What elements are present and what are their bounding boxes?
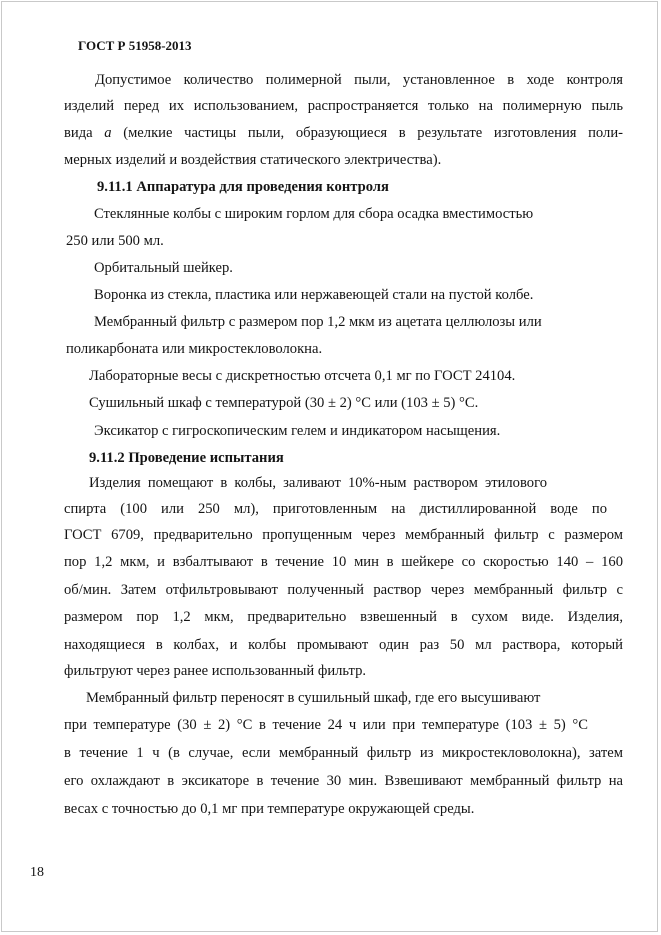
section-heading-9-11-1: 9.11.1 Аппаратура для проведения контроля [97, 179, 389, 195]
procedure-p2-line-3: в течение 1 ч (в случае, если мембранный фильтр из микростекловолокна), затем [64, 745, 623, 761]
intro-line-3 [64, 124, 623, 142]
page-number: 18 [30, 865, 44, 880]
equipment-item-7: Эксикатор с гигроскопическим гелем и индикатором насыщения. [94, 423, 501, 439]
section-heading-9-11-2: 9.11.2 Проведение испытания [89, 450, 284, 466]
procedure-p1-line-2: спирта (100 или 250 мл), приготовленным на дистиллированной воде по [64, 501, 607, 517]
document-header: ГОСТ Р 51958-2013 [78, 38, 192, 53]
procedure-p1-line-5: об/мин. Затем отфильтровывают полученный раствор через мембранный фильтр с [64, 582, 623, 598]
intro-line-2: изделий перед их использованием, распространяется только на полимерную пыль [64, 98, 623, 114]
equipment-item-4-line-1: Мембранный фильтр с размером пор 1,2 мкм из ацетата целлюлозы или [94, 314, 542, 330]
procedure-p1-line-4: пор 1,2 мкм, и взбалтывают в течение 10 мин в шейкере со скоростью 140 – 160 [64, 554, 623, 570]
equipment-item-6: Сушильный шкаф с температурой (30 ± 2) °С или (103 ± 5) °С. [89, 395, 479, 411]
procedure-p2-line-2: при температуре (30 ± 2) °С в течение 24 ч или при температуре (103 ± 5) °С [64, 717, 588, 733]
equipment-item-1-line-2: 250 или 500 мл. [66, 233, 164, 249]
procedure-p2-line-5: весах с точностью до 0,1 мг при температуре окружающей среды. [64, 801, 475, 817]
procedure-p1-line-1: Изделия помещают в колбы, заливают 10%-ным раствором этилового [89, 475, 547, 491]
procedure-p1-line-6: размером пор 1,2 мкм, предварительно взвешенный в сухом виде. Изделия, [64, 609, 623, 625]
equipment-item-4-line-2: поликарбоната или микростекловолокна. [66, 341, 323, 357]
procedure-p2-line-4: его охлаждают в эксикаторе в течение 30 мин. Взвешивают мембранный фильтр на [64, 773, 623, 789]
equipment-item-1-line-1: Стеклянные колбы с широким горлом для сбора осадка вместимостью [94, 206, 534, 222]
intro-line-1: Допустимое количество полимерной пыли, установленное в ходе контроля [95, 72, 623, 88]
intro-line-3-pre: вида [64, 125, 105, 141]
procedure-p1-line-3: ГОСТ 6709, предварительно пропущенным через мембранный фильтр с размером [64, 527, 623, 543]
procedure-p2-line-1: Мембранный фильтр переносят в сушильный шкаф, где его высушивают [86, 690, 541, 706]
intro-variable-a: a [104, 125, 112, 141]
equipment-item-3: Воронка из стекла, пластика или нержавеющей стали на пустой колбе. [94, 287, 534, 303]
intro-line-4: мерных изделий и воздействия статического электричества). [64, 152, 442, 168]
equipment-item-2: Орбитальный шейкер. [94, 260, 233, 276]
intro-line-3-post: (мелкие частицы пыли, образующиеся в результате изготовления поли- [111, 125, 623, 141]
procedure-p1-line-8: фильтруют через ранее использованный фильтр. [64, 663, 367, 679]
equipment-item-5: Лабораторные весы с дискретностью отсчета 0,1 мг по ГОСТ 24104. [89, 368, 516, 384]
procedure-p1-line-7: находящиеся в колбах, и колбы промывают один раз 50 мл раствора, который [64, 637, 623, 653]
